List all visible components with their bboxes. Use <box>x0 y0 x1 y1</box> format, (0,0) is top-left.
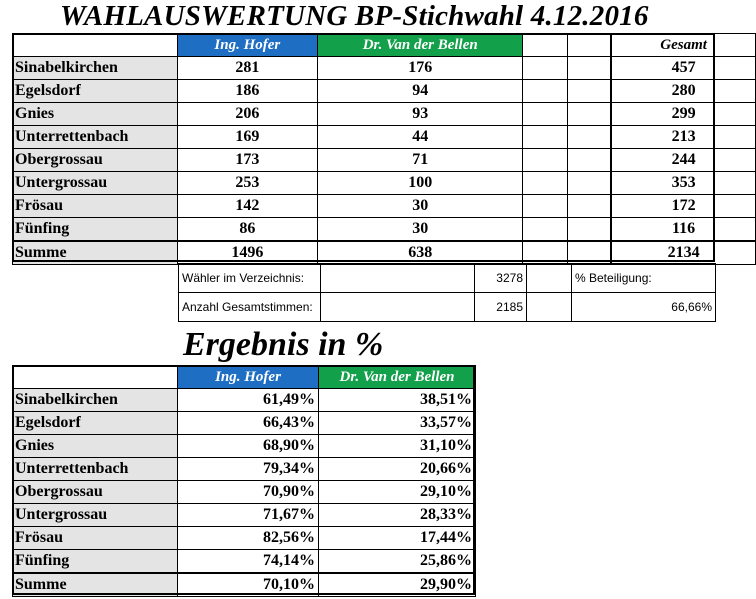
votes-row <box>13 80 756 103</box>
blank-cell <box>523 172 568 195</box>
votes-row <box>13 195 756 218</box>
van-der-bellen-percent: 29,10% <box>319 481 476 504</box>
municipality-name: Sinabelkirchen <box>13 57 178 80</box>
blank-cell <box>523 218 568 242</box>
hofer-percent: 70,90% <box>178 481 319 504</box>
blank-cell <box>568 218 612 242</box>
header-van-der-bellen: Dr. Van der Bellen <box>318 34 523 57</box>
total-votes: 457 <box>611 57 755 80</box>
blank-cell <box>568 149 612 172</box>
hofer-votes: 253 <box>177 172 317 195</box>
blank-cell <box>523 195 568 218</box>
hofer-percent: 71,67% <box>178 504 319 527</box>
municipality-name: Summe <box>13 573 178 597</box>
blank-cell <box>568 57 612 80</box>
votes-row <box>13 218 756 242</box>
info-blank <box>527 264 572 293</box>
beteiligung-label: % Beteiligung: <box>572 264 716 293</box>
van-der-bellen-votes: 30 <box>318 195 523 218</box>
van-der-bellen-votes: 176 <box>318 57 523 80</box>
total-votes: 353 <box>611 172 755 195</box>
blank-cell <box>568 172 612 195</box>
header-blank-1 <box>523 34 568 57</box>
info-table <box>178 263 716 322</box>
blank-cell <box>568 103 612 126</box>
van-der-bellen-percent: 25,86% <box>319 550 476 574</box>
votes-row <box>13 103 756 126</box>
header-hofer: Ing. Hofer <box>177 34 317 57</box>
blank-cell <box>523 80 568 103</box>
votes-row <box>13 172 756 195</box>
blank-cell <box>568 195 612 218</box>
blank-cell <box>568 241 612 265</box>
votes-table-body <box>13 34 756 265</box>
van-der-bellen-percent: 31,10% <box>319 435 476 458</box>
hofer-percent: 66,43% <box>178 412 319 435</box>
blank-cell <box>523 149 568 172</box>
municipality-name: Obergrossau <box>13 149 178 172</box>
percent-header-hofer: Ing. Hofer <box>178 366 319 389</box>
total-votes: 172 <box>611 195 755 218</box>
gesamtstimmen-label: Anzahl Gesamtstimmen: <box>179 293 321 322</box>
percent-header-empty <box>13 366 178 389</box>
hofer-percent: 74,14% <box>178 550 319 574</box>
percent-row <box>13 435 476 458</box>
hofer-votes: 281 <box>177 57 317 80</box>
total-votes: 2134 <box>611 241 755 265</box>
blank-cell <box>568 126 612 149</box>
municipality-name: Gnies <box>13 103 178 126</box>
van-der-bellen-percent: 29,90% <box>319 573 476 597</box>
municipality-name: Gnies <box>13 435 178 458</box>
info-blank <box>321 293 475 322</box>
hofer-votes: 186 <box>177 80 317 103</box>
blank-cell <box>523 241 568 265</box>
municipality-name: Fünfing <box>13 550 178 574</box>
hofer-votes: 173 <box>177 149 317 172</box>
header-gesamt: Gesamt <box>611 34 755 57</box>
van-der-bellen-votes: 638 <box>318 241 523 265</box>
blank-cell <box>568 80 612 103</box>
percent-header-row <box>13 366 476 389</box>
van-der-bellen-percent: 17,44% <box>319 527 476 550</box>
van-der-bellen-votes: 44 <box>318 126 523 149</box>
hofer-votes: 206 <box>177 103 317 126</box>
blank-cell <box>523 57 568 80</box>
municipality-name: Egelsdorf <box>13 80 178 103</box>
municipality-name: Summe <box>13 241 178 265</box>
header-blank-2 <box>568 34 612 57</box>
gesamtstimmen-value: 2185 <box>475 293 527 322</box>
beteiligung-value: 66,66% <box>572 293 716 322</box>
page-title: WAHLAUSWERTUNG BP-Stichwahl 4.12.2016 <box>60 0 649 32</box>
info-row-gesamtstimmen <box>179 293 716 322</box>
hofer-percent: 68,90% <box>178 435 319 458</box>
percent-row <box>13 481 476 504</box>
info-blank <box>321 264 475 293</box>
municipality-name: Untergrossau <box>13 172 178 195</box>
municipality-name: Frösau <box>13 527 178 550</box>
municipality-name: Sinabelkirchen <box>13 389 178 412</box>
percent-table-body <box>13 366 476 597</box>
percent-row <box>13 389 476 412</box>
van-der-bellen-votes: 71 <box>318 149 523 172</box>
votes-header-empty <box>13 34 178 57</box>
van-der-bellen-votes: 93 <box>318 103 523 126</box>
municipality-name: Obergrossau <box>13 481 178 504</box>
van-der-bellen-votes: 100 <box>318 172 523 195</box>
percent-row <box>13 458 476 481</box>
van-der-bellen-votes: 30 <box>318 218 523 242</box>
municipality-name: Fünfing <box>13 218 178 242</box>
hofer-percent: 79,34% <box>178 458 319 481</box>
percent-row <box>13 527 476 550</box>
percent-summe-row <box>13 573 476 597</box>
van-der-bellen-percent: 20,66% <box>319 458 476 481</box>
total-votes: 116 <box>611 218 755 242</box>
votes-row <box>13 149 756 172</box>
votes-header-row <box>13 34 756 57</box>
hofer-percent: 82,56% <box>178 527 319 550</box>
total-votes: 213 <box>611 126 755 149</box>
info-blank <box>527 293 572 322</box>
municipality-name: Unterrettenbach <box>13 458 178 481</box>
percent-row <box>13 504 476 527</box>
van-der-bellen-percent: 38,51% <box>319 389 476 412</box>
van-der-bellen-votes: 94 <box>318 80 523 103</box>
info-row-waehler <box>179 264 716 293</box>
hofer-percent: 70,10% <box>178 573 319 597</box>
percent-header-van-der-bellen: Dr. Van der Bellen <box>319 366 476 389</box>
waehler-label: Wähler im Verzeichnis: <box>179 264 321 293</box>
hofer-votes: 86 <box>177 218 317 242</box>
votes-summe-row <box>13 241 756 265</box>
total-votes: 299 <box>611 103 755 126</box>
votes-row <box>13 57 756 80</box>
blank-cell <box>523 126 568 149</box>
hofer-votes: 169 <box>177 126 317 149</box>
votes-row <box>13 126 756 149</box>
hofer-votes: 1496 <box>177 241 317 265</box>
waehler-value: 3278 <box>475 264 527 293</box>
municipality-name: Unterrettenbach <box>13 126 178 149</box>
total-votes: 280 <box>611 80 755 103</box>
van-der-bellen-percent: 28,33% <box>319 504 476 527</box>
blank-cell <box>523 103 568 126</box>
percent-table <box>12 365 476 597</box>
municipality-name: Egelsdorf <box>13 412 178 435</box>
percent-row <box>13 550 476 574</box>
percent-row <box>13 412 476 435</box>
hofer-percent: 61,49% <box>178 389 319 412</box>
van-der-bellen-percent: 33,57% <box>319 412 476 435</box>
hofer-votes: 142 <box>177 195 317 218</box>
percent-title: Ergebnis in % <box>183 326 384 363</box>
votes-table <box>12 33 756 265</box>
municipality-name: Untergrossau <box>13 504 178 527</box>
municipality-name: Frösau <box>13 195 178 218</box>
total-votes: 244 <box>611 149 755 172</box>
